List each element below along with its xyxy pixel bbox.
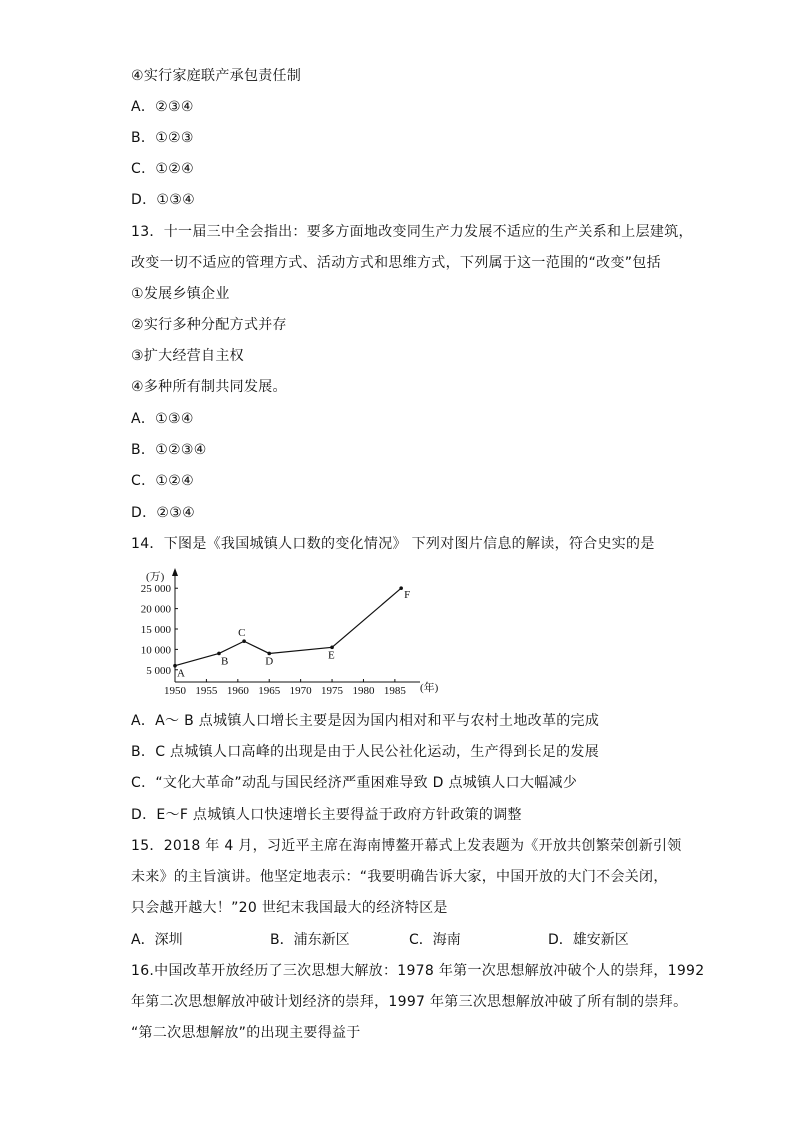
- point-label: B: [220, 655, 229, 668]
- q13-choice-b: B．①②③④: [131, 442, 207, 458]
- q14-choice-b: B．C 点城镇人口高峰的出现是由于人民公社化运动，生产得到长足的发展: [131, 744, 600, 760]
- point-label: A: [177, 667, 185, 680]
- q13-item-3: ③扩大经营自主权: [131, 348, 244, 364]
- chart-y-label: (万): [146, 571, 165, 583]
- x-tick-label: 1955: [195, 685, 218, 696]
- point-label: C: [238, 627, 246, 640]
- q12-choice-b: B．①②③: [131, 130, 194, 146]
- q15-choice-b: B．浦东新区: [270, 932, 350, 948]
- q13-choice-c: C．①②④: [131, 473, 194, 489]
- data-point: [242, 639, 246, 643]
- x-tick-label: 1975: [321, 685, 344, 696]
- q12-choice-c: C．①②④: [131, 161, 194, 177]
- q15-stem-line2: 未来》的主旨演讲。他坚定地表示：“我要明确告诉大家，中国开放的大门不会关闭，: [131, 869, 668, 885]
- q15-choice-a: A．深圳: [131, 932, 183, 948]
- q12-choice-d: D．①③④: [131, 192, 195, 208]
- y-tick-label: 5 000: [146, 664, 171, 677]
- q15-stem-line3: 只会越开越大！”20 世纪末我国最大的经济特区是: [131, 900, 448, 916]
- y-tick-label: 15 000: [140, 624, 171, 636]
- q13-item-1: ①发展乡镇企业: [131, 286, 230, 302]
- q14-choice-d: D．E～F 点城镇人口快速增长主要得益于政府方针政策的调整: [131, 807, 522, 823]
- x-tick-label: 1985: [383, 685, 406, 696]
- y-axis-arrow: [172, 568, 178, 576]
- data-point: [399, 586, 403, 590]
- x-tick-label: 1970: [289, 685, 312, 696]
- point-label: D: [265, 655, 274, 668]
- q16-stem-line2: 年第二次思想解放冲破计划经济的崇拜，1997 年第三次思想解放冲破了所有制的崇拜。: [131, 994, 688, 1010]
- population-line: [175, 588, 401, 668]
- chart-axes: [172, 568, 420, 682]
- q16-stem-line1: 16.中国改革开放经历了三次思想大解放：1978 年第一次思想解放冲破个人的崇拜，1992: [131, 963, 705, 979]
- x-tick-label: 1965: [258, 685, 281, 696]
- urban-population-chart: [138, 566, 458, 696]
- q16-stem-line3: “第二次思想解放”的出现主要得益于: [131, 1025, 361, 1041]
- q12-option4: ④实行家庭联产承包责任制: [131, 68, 302, 84]
- q13-choice-a: A．①③④: [131, 411, 194, 427]
- point-label: F: [404, 589, 411, 602]
- q15-choice-c: C．海南: [409, 932, 461, 948]
- q14-choice-c: C．“文化大革命”动乱与国民经济严重困难导致 D 点城镇人口大幅减少: [131, 775, 578, 791]
- y-tick-label: 20 000: [140, 603, 171, 616]
- q15-stem-line1: 15．2018 年 4 月，习近平主席在海南博鳌开幕式上发表题为《开放共创繁荣创新引领: [131, 838, 682, 854]
- q14-stem: 14．下图是《我国城镇人口数的变化情况》 下列对图片信息的解读，符合史实的是: [131, 536, 655, 552]
- y-tick-label: 10 000: [140, 644, 171, 657]
- point-label: E: [328, 649, 335, 662]
- q14-choice-a: A．A～ B 点城镇人口增长主要是因为国内相对和平与农村土地改革的完成: [131, 713, 600, 729]
- chart-x-label: (年): [420, 682, 439, 694]
- q12-choice-a: A．②③④: [131, 99, 194, 115]
- q15-choice-d: D．雄安新区: [548, 932, 629, 948]
- q13-choice-d: D．②③④: [131, 505, 195, 521]
- q13-item-4: ④多种所有制共同发展。: [131, 379, 287, 395]
- chart-y-ticks: [141, 583, 178, 677]
- q13-stem-line1: 13．十一届三中全会指出：要多方面地改变同生产力发展不适应的生产关系和上层建筑，: [131, 224, 693, 240]
- y-tick-label: 25 000: [140, 583, 171, 596]
- q13-item-2: ②实行多种分配方式并存: [131, 317, 287, 333]
- chart-series: [173, 586, 410, 679]
- x-tick-label: 1980: [352, 685, 375, 696]
- q13-stem-line2: 改变一切不适应的管理方式、活动方式和思维方式，下列属于这一范围的“改变”包括: [131, 255, 661, 271]
- x-tick-label: 1950: [164, 685, 186, 696]
- x-tick-label: 1960: [226, 685, 249, 696]
